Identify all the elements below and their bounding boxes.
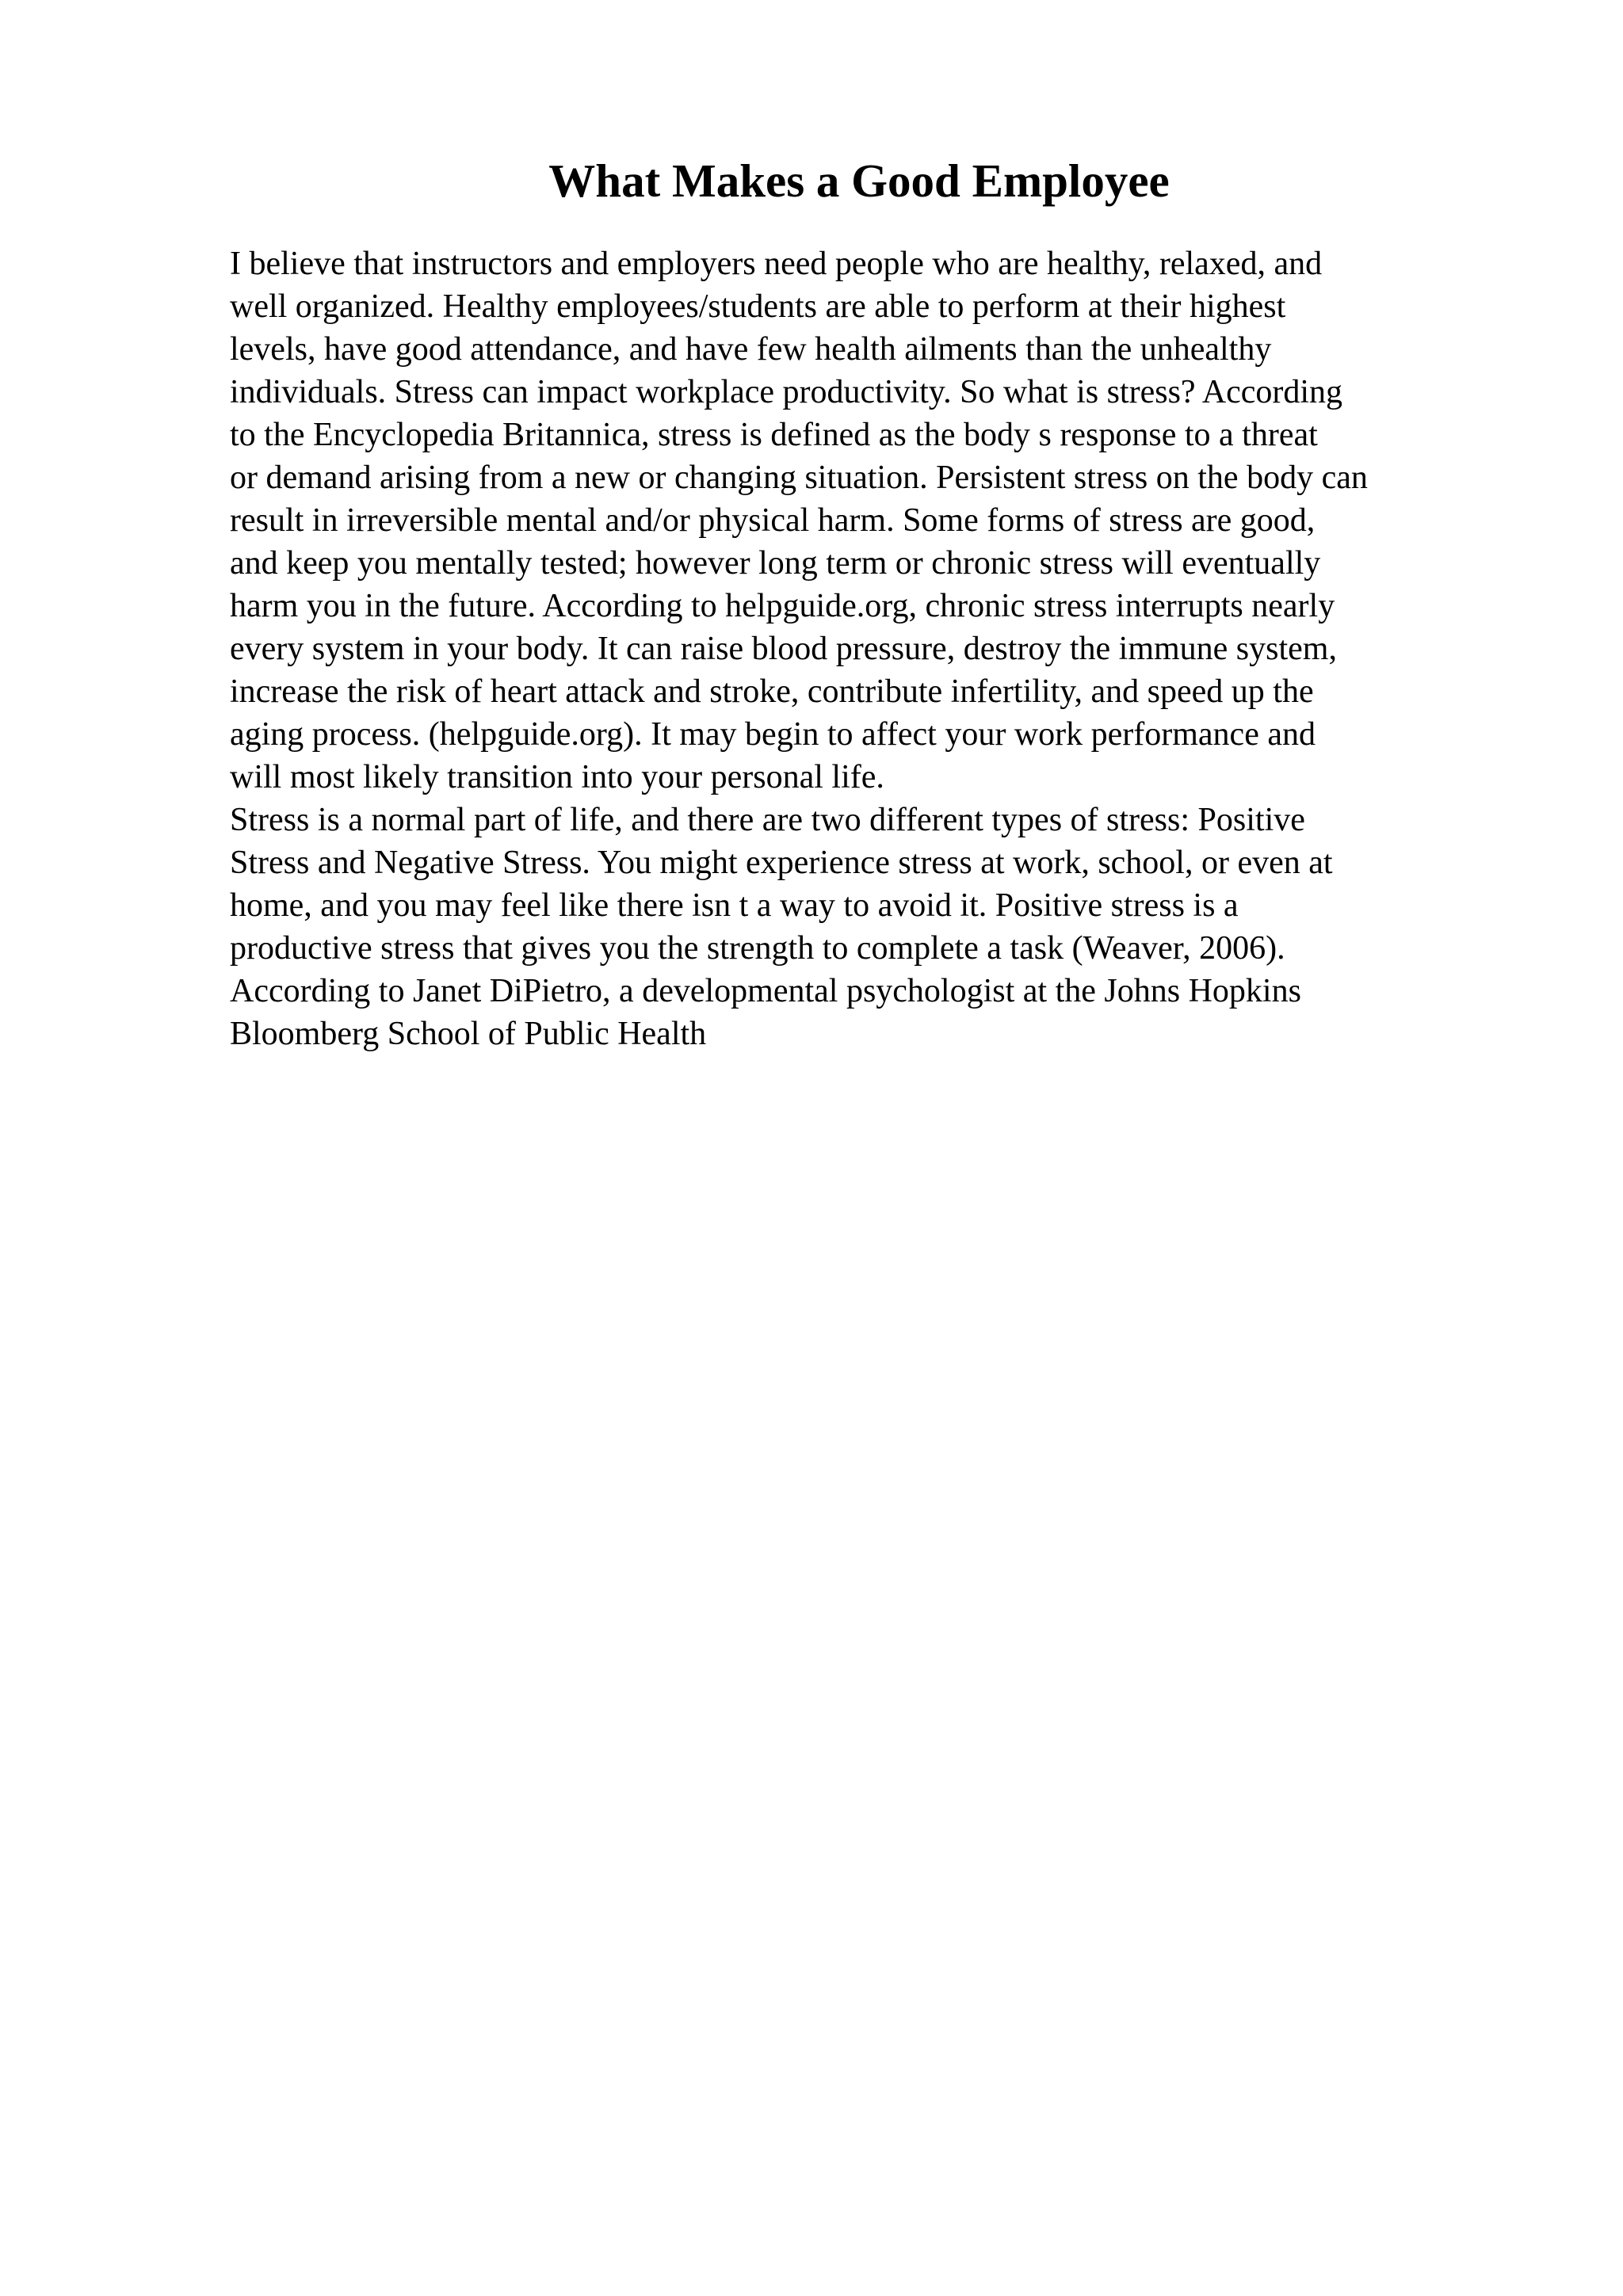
- text-line: to the Encyclopedia Britannica, stress is defined as the body s response to a threat: [230, 417, 1318, 453]
- text-line: Stress is a normal part of life, and there are two different types of stress: Positive: [230, 802, 1305, 838]
- text-line: harm you in the future. According to helpguide.org, chronic stress interrupts nearly: [230, 588, 1335, 624]
- text-line: and keep you mentally tested; however long term or chronic stress will eventually: [230, 545, 1321, 582]
- text-line: will most likely transition into your personal life.: [230, 759, 884, 795]
- page-title: What Makes a Good Employee: [548, 154, 1170, 207]
- text-line: or demand arising from a new or changing situation. Persistent stress on the body can: [230, 460, 1368, 496]
- text-line: Bloomberg School of Public Health: [230, 1016, 707, 1052]
- text-line: levels, have good attendance, and have few health ailments than the unhealthy: [230, 331, 1272, 368]
- document-body: [230, 242, 1593, 1055]
- text-line: aging process. (helpguide.org). It may begin to affect your work performance and: [230, 716, 1316, 753]
- text-line: every system in your body. It can raise blood pressure, destroy the immune system,: [230, 631, 1337, 667]
- text-line: I believe that instructors and employers need people who are healthy, relaxed, and: [230, 246, 1323, 282]
- text-line: productive stress that gives you the strength to complete a task (Weaver, 2006).: [230, 930, 1285, 967]
- text-line: result in irreversible mental and/or physical harm. Some forms of stress are good,: [230, 502, 1316, 539]
- text-line: home, and you may feel like there isn t a way to avoid it. Positive stress is a: [230, 887, 1239, 924]
- text-line: individuals. Stress can impact workplace productivity. So what is stress? According: [230, 374, 1343, 410]
- text-line: According to Janet DiPietro, a developmental psychologist at the Johns Hopkins: [230, 973, 1301, 1009]
- text-line: well organized. Healthy employees/students are able to perform at their highest: [230, 288, 1286, 325]
- text-line: Stress and Negative Stress. You might experience stress at work, school, or even at: [230, 845, 1333, 881]
- text-line: increase the risk of heart attack and stroke, contribute infertility, and speed up the: [230, 673, 1314, 710]
